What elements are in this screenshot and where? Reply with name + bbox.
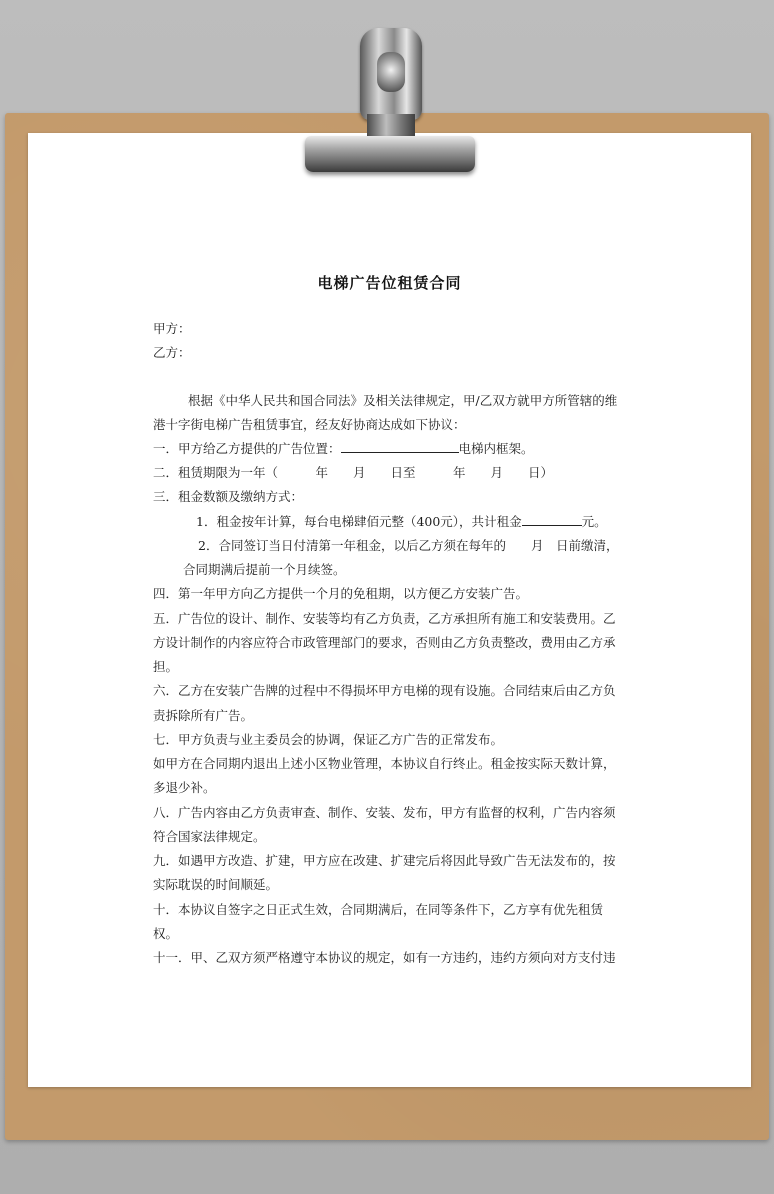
intro-line-2: 港十字街电梯广告租赁事宜，经友好协商达成如下协议： [153, 417, 466, 432]
clause-6-line-1: 六．乙方在安装广告牌的过程中不得损坏甲方电梯的现有设施。合同结束后由乙方负 [153, 683, 616, 698]
clause-3-1-text: 1．租金按年计算，每台电梯肆佰元整（400元），共计租金 [196, 514, 522, 529]
clause-1-text: 一．甲方给乙方提供的广告位置： [153, 441, 341, 456]
total-rent-blank [522, 511, 582, 526]
clip-hole [377, 52, 405, 92]
clause-8-line-2: 符合国家法律规定。 [153, 829, 266, 844]
clause-9-line-1: 九．如遇甲方改造、扩建，甲方应在改建、扩建完后将因此导致广告无法发布的，按 [153, 853, 616, 868]
clause-3-2-line-1: 2．合同签订当日付清第一年租金，以后乙方须在每年的 月 日前缴清， [198, 538, 619, 553]
clause-3-1 [196, 510, 666, 534]
clause-1 [153, 437, 623, 461]
page-title: 电梯广告位租赁合同 [317, 274, 462, 292]
party-a-label: 甲方： [153, 321, 191, 336]
clause-11: 十一．甲、乙双方须严格遵守本协议的规定，如有一方违约，违约方须向对方支付违 [153, 950, 616, 965]
clause-5-line-3: 担。 [153, 659, 179, 674]
ad-location-blank [341, 438, 459, 453]
clause-10-line-2: 权。 [153, 926, 179, 941]
clause-7b-line-2: 多退少补。 [153, 780, 216, 795]
clause-4: 四．第一年甲方向乙方提供一个月的免租期，以方便乙方安装广告。 [153, 586, 529, 601]
clause-8-line-1: 八．广告内容由乙方负责审查、制作、安装、发布，甲方有监督的权利，广告内容须 [153, 805, 616, 820]
clause-5-line-1: 五．广告位的设计、制作、安装等均有乙方负责，乙方承担所有施工和安装费用。乙 [153, 611, 616, 626]
binder-clip [305, 28, 475, 176]
document-page [28, 133, 751, 1087]
clause-5-line-2: 方设计制作的内容应符合市政管理部门的要求，否则由乙方负责整改，费用由乙方承 [153, 635, 616, 650]
clause-2: 二．租赁期限为一年（ 年 月 日至 年 月 日） [153, 465, 554, 480]
clip-plate [305, 136, 475, 172]
clause-7b-line-1: 如甲方在合同期内退出上述小区物业管理，本协议自行终止。租金按实际天数计算， [153, 756, 616, 771]
clause-1-suffix: 电梯内框架。 [458, 441, 534, 456]
party-b-label: 乙方： [153, 345, 191, 360]
clause-3-1-suffix: 元。 [581, 514, 607, 529]
intro-line-1: 根据《中华人民共和国合同法》及相关法律规定，甲/乙双方就甲方所管辖的维 [188, 393, 618, 408]
clause-9-line-2: 实际耽误的时间顺延。 [153, 877, 279, 892]
contract-text [28, 133, 751, 1087]
clause-3-2-line-2: 合同期满后提前一个月续签。 [183, 562, 346, 577]
clause-3: 三．租金数额及缴纳方式： [153, 489, 304, 504]
clause-6-line-2: 责拆除所有广告。 [153, 708, 254, 723]
clause-7: 七．甲方负责与业主委员会的协调，保证乙方广告的正常发布。 [153, 732, 504, 747]
clause-10-line-1: 十．本协议自签字之日正式生效，合同期满后，在同等条件下，乙方享有优先租赁 [153, 902, 604, 917]
